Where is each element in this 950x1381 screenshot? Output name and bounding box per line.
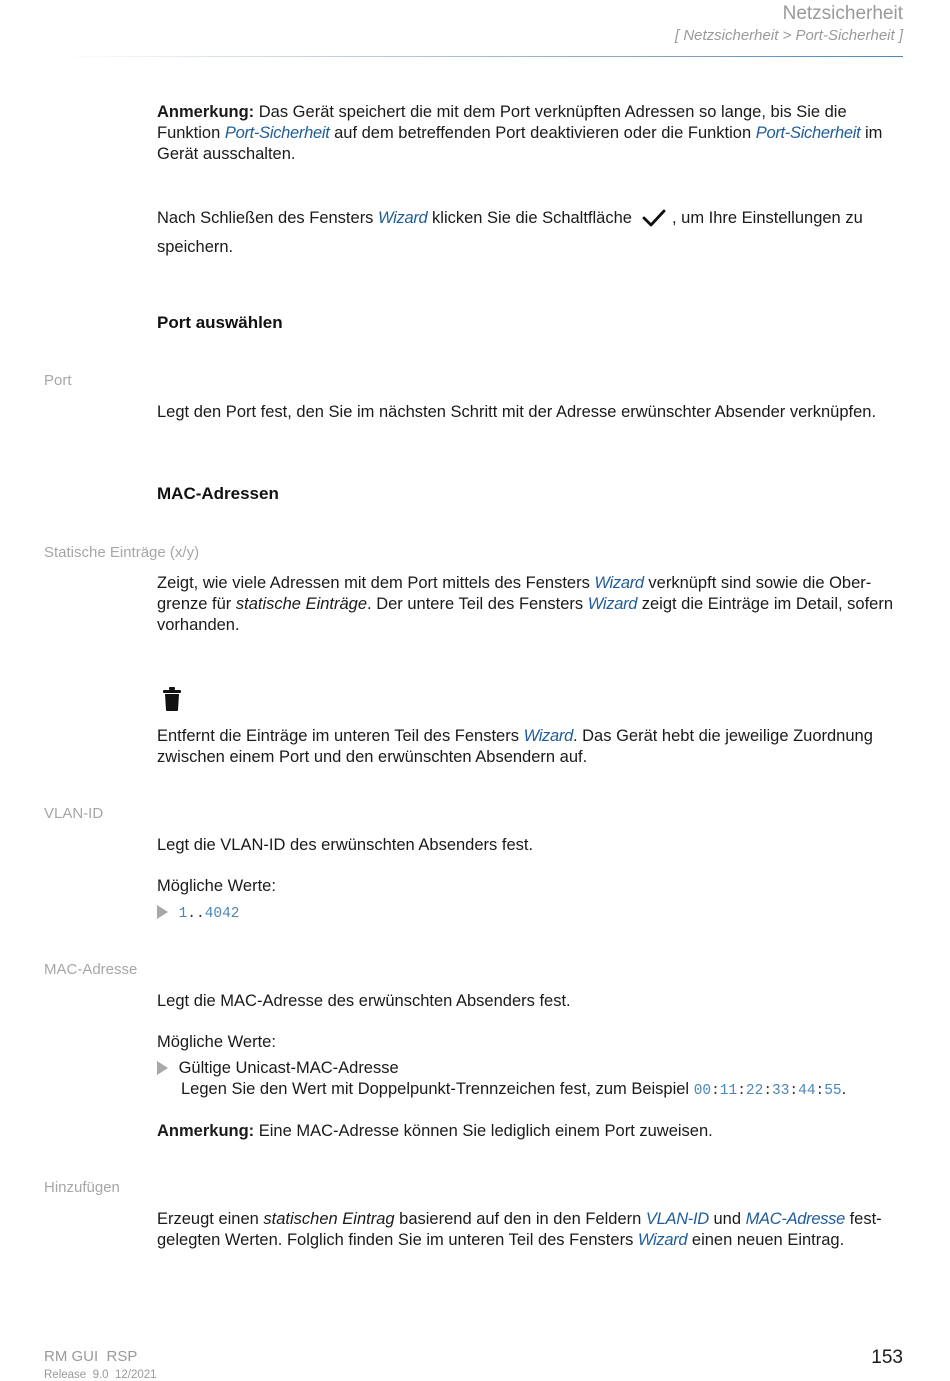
bullet-triangle-icon (157, 1061, 168, 1075)
mac-value-detail (181, 1079, 907, 1102)
breadcrumb: [ Netzsicherheit > Port-Sicherheit ] (674, 27, 903, 44)
keyword-vlan-id: VLAN-ID (645, 1210, 709, 1228)
desc-text: Erzeugt einen (157, 1210, 264, 1228)
header-title: Netzsicherheit (782, 3, 903, 24)
mac-value-desc: Legen Sie den Wert mit Doppelpunkt-Trennzeichen fest, zum Beispiel (181, 1080, 694, 1098)
note-text: Das Gerät speichert die mit dem Port verknüpften Adressen so lange, bis Sie die Funktion (157, 103, 847, 142)
mac-separator: : (737, 1083, 746, 1099)
vlan-range (179, 906, 240, 922)
delete-description (157, 726, 907, 768)
keyword-wizard: Wizard (523, 727, 573, 745)
bullet-triangle-icon (157, 905, 168, 919)
keyword-wizard: Wizard (637, 1231, 688, 1249)
mac-octet: 33 (772, 1083, 790, 1099)
static-entries-description (157, 573, 907, 636)
save-instructions (157, 206, 907, 259)
mac-octet: 00 (693, 1083, 712, 1099)
desc-text: zeigt die Einträge im Detail, sofern vorhanden. (157, 595, 894, 634)
save-text: klicken Sie die Schaltfläche (427, 209, 632, 227)
desc-text: basierend auf den in den Feldern (394, 1210, 646, 1228)
mac-octet: 11 (719, 1083, 738, 1099)
mac-separator: : (711, 1083, 720, 1099)
add-description (157, 1209, 907, 1251)
section-heading-port: Port auswählen (157, 313, 283, 332)
vlan-range-end: 4042 (204, 906, 240, 922)
keyword-wizard: Wizard (378, 209, 428, 227)
section-heading-mac: MAC-Adressen (157, 484, 279, 503)
port-description: Legt den Port fest, den Sie im nächsten Schritt mit der Adresse erwünschter Absender verknüpfen. (157, 403, 877, 421)
field-label-port: Port (44, 372, 72, 389)
checkmark-icon (642, 208, 666, 235)
field-label-mac-address: MAC-Adresse (44, 961, 138, 978)
field-label-static-entries: Statische Einträge (x/y) (44, 544, 200, 561)
save-text: , um Ihre Einstellungen zu speichern. (157, 209, 863, 256)
note-lead: Anmerkung: (157, 103, 255, 121)
emphasis-static-entries: statische Einträge (235, 595, 368, 613)
mac-octet: 44 (798, 1083, 816, 1099)
mac-example (694, 1083, 842, 1099)
note-text: Eine MAC-Adresse können Sie lediglich einem Port zuweisen. (254, 1122, 713, 1140)
page-number: 153 (871, 1347, 903, 1368)
mac-separator: : (763, 1083, 773, 1099)
footer-release: Release 9.0 12/2021 (44, 1369, 157, 1381)
keyword-port-security: Port-Sicherheit (224, 124, 330, 142)
mac-possible-values-label: Mögliche Werte: (157, 1033, 276, 1051)
vlan-value-list-item (157, 902, 907, 925)
keyword-wizard: Wizard (587, 595, 638, 613)
desc-text: und (708, 1210, 746, 1228)
desc-text: . Der untere Teil des Fensters (367, 595, 588, 613)
mac-separator: : (815, 1083, 825, 1099)
vlan-description: Legt die VLAN-ID des erwünschten Absenders fest. (157, 836, 534, 854)
field-label-add: Hinzufügen (44, 1179, 120, 1196)
desc-text: verknüpft sind sowie die Ober-grenze für (157, 574, 872, 613)
vlan-range-start: 1 (178, 906, 188, 922)
keyword-port-security: Port-Sicherheit (755, 124, 861, 142)
note-mac-address (157, 1121, 907, 1142)
header-divider (60, 56, 903, 57)
mac-octet: 22 (745, 1083, 764, 1099)
desc-text: . Das Gerät hebt die jeweilige Zuordnung zwischen einem Port und den erwünschten Absendern auf. (157, 727, 873, 766)
note-port-security (157, 102, 907, 165)
field-label-vlan-id: VLAN-ID (44, 805, 104, 822)
trash-icon (162, 686, 182, 717)
keyword-wizard: Wizard (594, 574, 644, 592)
desc-text: fest-gelegten Werten. Folglich finden Sie im unteren Teil des Fensters (157, 1210, 882, 1249)
save-text: Nach Schließen des Fensters (157, 209, 379, 227)
footer-document-id: RM GUI RSP (44, 1348, 138, 1365)
desc-text: Zeigt, wie viele Adressen mit dem Port mittels des Fensters (157, 574, 595, 592)
vlan-range-separator: .. (187, 906, 205, 922)
mac-value-list-item (157, 1058, 907, 1079)
mac-value-title: Gültige Unicast-MAC-Adresse (178, 1059, 399, 1077)
desc-text: einen neuen Eintrag. (687, 1231, 845, 1249)
note-text: im Gerät ausschalten. (157, 124, 883, 163)
mac-value-end: . (841, 1080, 847, 1098)
mac-octet: 55 (824, 1083, 842, 1099)
note-lead: Anmerkung: (157, 1122, 255, 1140)
mac-separator: : (789, 1083, 799, 1099)
mac-description: Legt die MAC-Adresse des erwünschten Absenders fest. (157, 992, 571, 1010)
emphasis-static-entry: statischen Eintrag (263, 1210, 395, 1228)
note-text: auf dem betreffenden Port deaktivieren oder die Funktion (329, 124, 756, 142)
desc-text: Entfernt die Einträge im unteren Teil des Fensters (157, 727, 524, 745)
keyword-mac-address: MAC-Adresse (745, 1210, 845, 1228)
vlan-possible-values-label: Mögliche Werte: (157, 877, 276, 895)
